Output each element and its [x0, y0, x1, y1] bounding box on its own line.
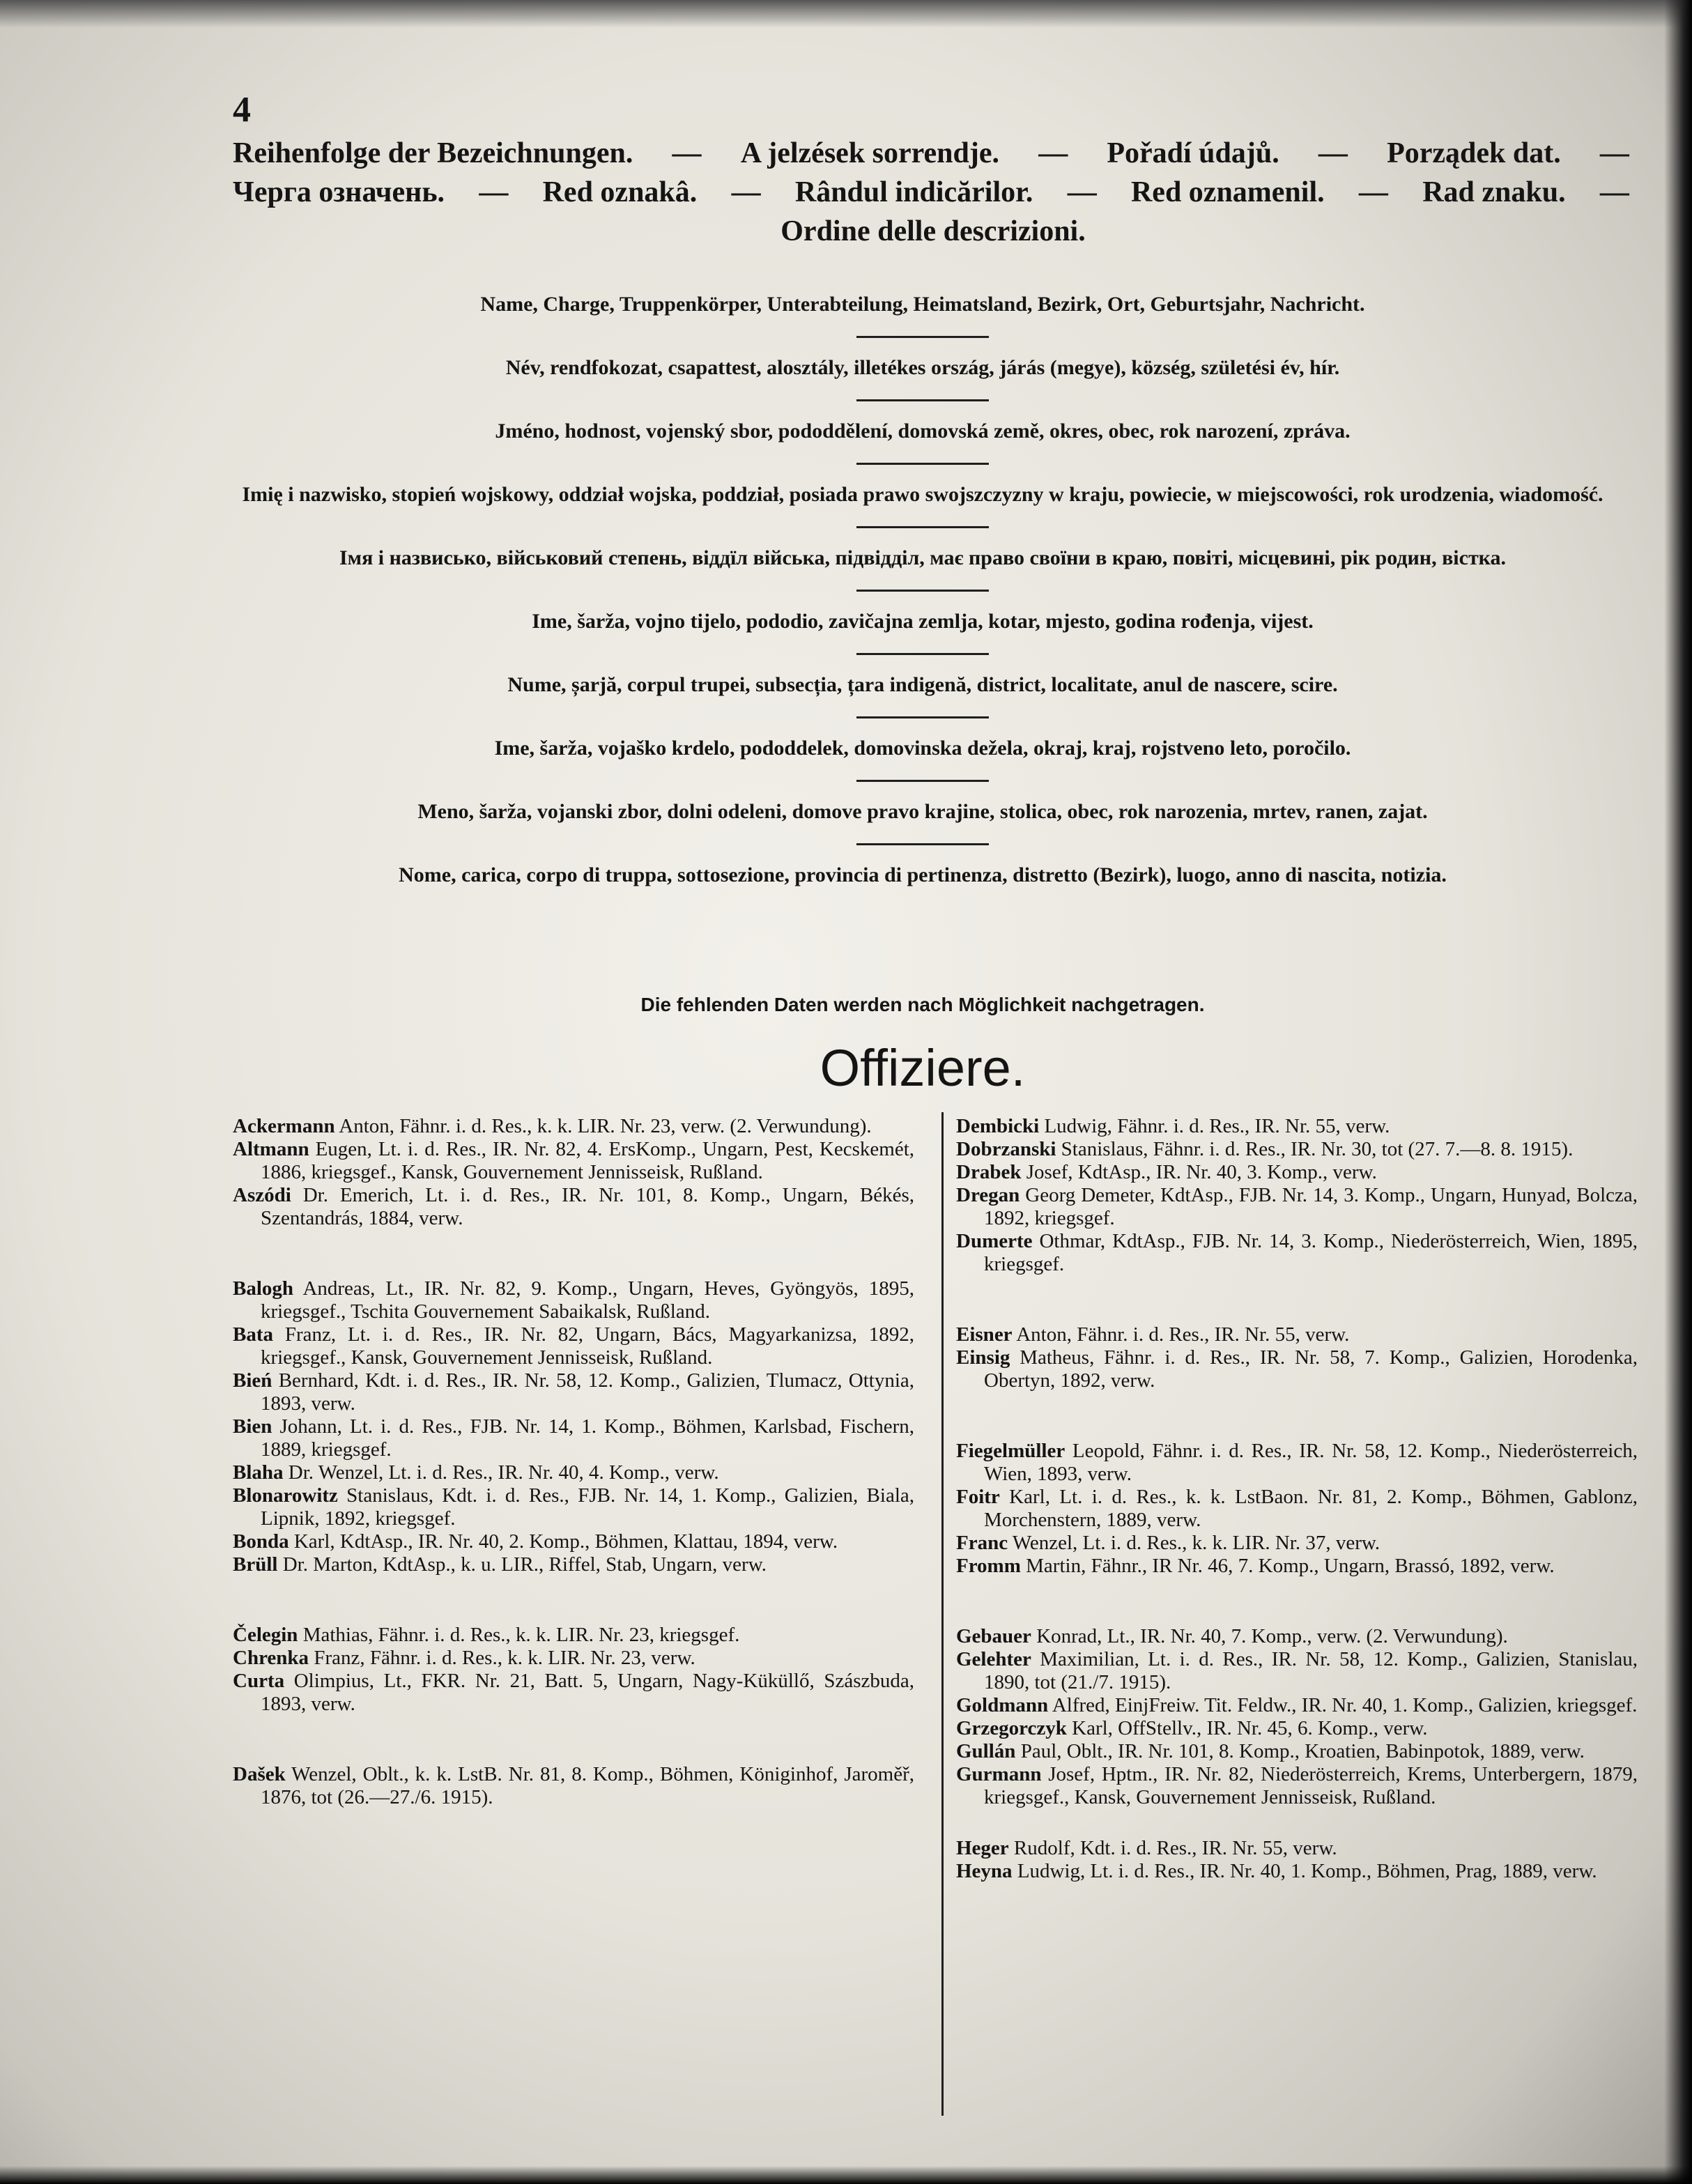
group-gap [956, 1392, 1638, 1440]
list-item [956, 1346, 1638, 1392]
entry-details: Othmar, KdtAsp., FJB. Nr. 14, 3. Komp., Niederösterreich, Wien, 1895, kriegsgef. [984, 1230, 1638, 1275]
entry-details: Anton, Fähnr. i. d. Res., IR. Nr. 55, verw. [1012, 1323, 1350, 1346]
headline-item: Reihenfolge der Bezeichnungen. [233, 137, 633, 169]
divider [856, 463, 989, 465]
entry-details: Dr. Emerich, Lt. i. d. Res., IR. Nr. 101, 8. Komp., Ungarn, Békés, Szentandrás, 1884, verw. [261, 1184, 914, 1229]
entry-details: Franz, Fähnr. i. d. Res., k. k. LIR. Nr. 23, verw. [309, 1647, 695, 1669]
surname: Goldmann [956, 1694, 1049, 1716]
list-item [956, 1486, 1638, 1532]
surname: Altmann [233, 1138, 309, 1160]
headline-item: Porządek dat. [1387, 137, 1561, 169]
list-item [233, 1461, 914, 1484]
surname: Foitr [956, 1486, 1000, 1508]
dash: — [1318, 137, 1348, 169]
left-column [233, 1115, 914, 1809]
surname: Heger [956, 1837, 1009, 1859]
list-item [233, 1115, 914, 1138]
surname: Fiegelmüller [956, 1440, 1066, 1462]
group-gap [956, 1276, 1638, 1323]
entry-details: Leopold, Fähnr. i. d. Res., IR. Nr. 58, 12. Komp., Niederösterreich, Wien, 1893, verw. [984, 1440, 1638, 1485]
surname: Dumerte [956, 1230, 1033, 1252]
entry-details: Karl, Lt. i. d. Res., k. k. LstBaon. Nr. 81, 2. Komp., Böhmen, Gablonz, Morchenstern, 1889, verw. [984, 1486, 1638, 1531]
entry-details: Franz, Lt. i. d. Res., IR. Nr. 82, Ungarn, Bács, Magyarkanizsa, 1892, kriegsgef., Kansk, Gouvernement Jennisseisk, Rußland. [261, 1323, 914, 1369]
surname: Dobrzanski [956, 1138, 1056, 1160]
entry-details: Karl, KdtAsp., IR. Nr. 40, 2. Komp., Böhmen, Klattau, 1894, verw. [289, 1530, 838, 1553]
surname: Curta [233, 1670, 285, 1692]
group-gap [233, 1716, 914, 1763]
list-item [956, 1860, 1638, 1883]
list-item [233, 1184, 914, 1230]
list-item [956, 1625, 1638, 1648]
divider [856, 526, 989, 528]
list-item [233, 1415, 914, 1461]
legend-entry-slovenian: Ime, šarža, vojaško krdelo, pododdelek, domovinska dežela, okraj, kraj, rojstveno leto, poročilo. [494, 737, 1351, 760]
surname: Grzegorczyk [956, 1717, 1067, 1739]
right-column [956, 1115, 1638, 1883]
entry-details: Wenzel, Lt. i. d. Res., k. k. LIR. Nr. 37, verw. [1008, 1532, 1380, 1554]
scan-edge-bottom [0, 2166, 1692, 2184]
entry-details: Andreas, Lt., IR. Nr. 82, 9. Komp., Ungarn, Heves, Gyöngyös, 1895, kriegsgef., Tschita Gouvernement Sabaikalsk, Rußland. [261, 1277, 914, 1323]
headline-item: Pořadí údajů. [1107, 137, 1279, 169]
surname: Brüll [233, 1553, 278, 1576]
field-order-legend [233, 291, 1613, 889]
surname: Bien [233, 1415, 272, 1438]
legend-entry-hungarian: Név, rendfokozat, csapattest, alosztály, illetékes ország, járás (megye), község, születési év, hír. [505, 356, 1340, 379]
entry-details: Johann, Lt. i. d. Res., FJB. Nr. 14, 1. Komp., Böhmen, Karlsbad, Fischern, 1889, kriegsgef. [261, 1415, 914, 1461]
surname: Dembicki [956, 1115, 1040, 1137]
entry-details: Josef, Hptm., IR. Nr. 82, Niederösterreich, Krems, Unterbergern, 1879, kriegsgef., Kansk, Gouvernement Jennisseisk, Rußland. [984, 1763, 1638, 1808]
headline-item: Черга означень. [233, 176, 445, 208]
headline-line-2 [233, 173, 1633, 212]
legend-entry-german: Name, Charge, Truppenkörper, Unterabteilung, Heimatsland, Bezirk, Ort, Geburtsjahr, Nachricht. [480, 293, 1365, 316]
legend-entry-polish: Imię i nazwisko, stopień wojskowy, oddział wojska, poddział, posiada prawo swojszczyzny w kraju, powiecie, w miejscowości, rok urodzenia, wiadomość. [242, 483, 1603, 506]
list-item [956, 1184, 1638, 1230]
list-item [233, 1484, 914, 1530]
surname: Drabek [956, 1161, 1022, 1183]
list-item [233, 1323, 914, 1369]
list-item [956, 1694, 1638, 1717]
list-item [956, 1440, 1638, 1486]
list-item [956, 1837, 1638, 1860]
surname: Franc [956, 1532, 1008, 1554]
dash: — [731, 176, 761, 208]
entry-details: Dr. Wenzel, Lt. i. d. Res., IR. Nr. 40, 4. Komp., verw. [283, 1461, 719, 1484]
list-item [956, 1532, 1638, 1555]
surname: Bonda [233, 1530, 289, 1553]
list-item [956, 1763, 1638, 1809]
list-item [956, 1323, 1638, 1346]
scan-edge-right [1664, 0, 1692, 2184]
entry-details: Alfred, EinjFreiw. Tit. Feldw., IR. Nr. 40, 1. Komp., Galizien, kriegsgef. [1048, 1694, 1638, 1716]
surname: Gelehter [956, 1648, 1031, 1670]
list-item [233, 1530, 914, 1553]
entry-details: Martin, Fähnr., IR Nr. 46, 7. Komp., Ungarn, Brassó, 1892, verw. [1020, 1555, 1555, 1577]
entry-details: Dr. Marton, KdtAsp., k. u. LIR., Riffel, Stab, Ungarn, verw. [277, 1553, 767, 1576]
surname: Gebauer [956, 1625, 1031, 1647]
list-item [956, 1115, 1638, 1138]
legend-entry-romanian: Nume, șarjă, corpul trupei, subsecția, țara indigenă, district, localitate, anul de nascere, scire. [507, 673, 1338, 696]
divider [856, 590, 989, 592]
headline-item: Ordine delle descrizioni. [780, 215, 1086, 247]
headline-line-3 [233, 212, 1633, 251]
surname: Čelegin [233, 1624, 298, 1646]
list-item [233, 1553, 914, 1576]
dash: — [1067, 176, 1097, 208]
surname: Blaha [233, 1461, 284, 1484]
legend-entry-ruthenian: Імя і назвисько, військовий степень, віддїл війська, підвідділ, має право своїни в краю, повіті, місцевині, рік родин, вістка. [339, 546, 1507, 569]
legend-entry-czech: Jméno, hodnost, vojenský sbor, pododdělení, domovská země, okres, obec, rok narození, zpráva. [495, 420, 1351, 443]
legend-entry-slovak: Meno, šarža, vojanski zbor, dolni odeleni, domove pravo krajine, stolica, obec, rok narozenia, mrtev, ranen, zajat. [417, 800, 1428, 823]
surname: Heyna [956, 1860, 1013, 1882]
list-item [956, 1161, 1638, 1184]
dash: — [1599, 176, 1629, 208]
dash: — [1038, 137, 1068, 169]
entry-details: Stanislaus, Fähnr. i. d. Res., IR. Nr. 30, tot (27. 7.—8. 8. 1915). [1056, 1138, 1574, 1160]
surname: Dregan [956, 1184, 1020, 1206]
entry-details: Rudolf, Kdt. i. d. Res., IR. Nr. 55, verw. [1008, 1837, 1337, 1859]
list-item [956, 1555, 1638, 1578]
surname: Balogh [233, 1277, 294, 1300]
headline [233, 134, 1633, 251]
surname: Ackermann [233, 1115, 335, 1137]
entry-details: Konrad, Lt., IR. Nr. 40, 7. Komp., verw. (2. Verwundung). [1031, 1625, 1508, 1647]
headline-item: A jelzések sorrendje. [740, 137, 1000, 169]
divider [856, 780, 989, 782]
surname: Chrenka [233, 1647, 309, 1669]
entry-details: Stanislaus, Kdt. i. d. Res., FJB. Nr. 14, 1. Komp., Galizien, Biala, Lipnik, 1892, kriegsgef. [261, 1484, 914, 1530]
group-gap [233, 1576, 914, 1624]
list-item [233, 1670, 914, 1716]
entry-details: Anton, Fähnr. i. d. Res., k. k. LIR. Nr. 23, verw. (2. Verwundung). [334, 1115, 872, 1137]
list-item [956, 1230, 1638, 1276]
divider [856, 336, 989, 338]
surname: Gullán [956, 1740, 1016, 1762]
entry-details: Ludwig, Fähnr. i. d. Res., IR. Nr. 55, verw. [1039, 1115, 1390, 1137]
legend-entry-italian: Nome, carica, corpo di truppa, sottosezione, provincia di pertinenza, distretto (Bezirk), luogo, anno di nascita, notizia. [399, 863, 1447, 886]
surname: Gurmann [956, 1763, 1042, 1785]
surname: Eisner [956, 1323, 1013, 1346]
entry-details: Maximilian, Lt. i. d. Res., IR. Nr. 58, 12. Komp., Galizien, Stanislau, 1890, tot (21./7. 1915). [984, 1648, 1638, 1693]
list-item [233, 1624, 914, 1647]
entry-details: Mathias, Fähnr. i. d. Res., k. k. LIR. Nr. 23, kriegsgef. [298, 1624, 740, 1646]
divider [856, 399, 989, 401]
divider [856, 716, 989, 718]
surname: Fromm [956, 1555, 1021, 1577]
list-item [233, 1277, 914, 1323]
dash: — [1599, 137, 1629, 169]
surname: Einsig [956, 1346, 1010, 1369]
list-item [233, 1138, 914, 1184]
column-divider [941, 1112, 944, 2116]
surname: Blonarowitz [233, 1484, 338, 1507]
list-item [956, 1740, 1638, 1763]
entry-details: Olimpius, Lt., FKR. Nr. 21, Batt. 5, Ungarn, Nagy-Küküllő, Szászbuda, 1893, verw. [261, 1670, 914, 1715]
headline-line-1 [233, 134, 1633, 173]
page-number: 4 [233, 90, 251, 130]
headline-item: Red oznamenil. [1130, 176, 1325, 208]
divider [856, 653, 989, 655]
surname: Bata [233, 1323, 273, 1346]
surname: Dašek [233, 1763, 286, 1785]
section-title: Offiziere. [820, 1039, 1026, 1097]
entry-details: Ludwig, Lt. i. d. Res., IR. Nr. 40, 1. Komp., Böhmen, Prag, 1889, verw. [1012, 1860, 1597, 1882]
surname: Bień [233, 1369, 272, 1392]
list-item [233, 1763, 914, 1809]
entry-details: Paul, Oblt., IR. Nr. 101, 8. Komp., Kroatien, Babinpotok, 1889, verw. [1015, 1740, 1585, 1762]
divider [856, 843, 989, 845]
list-item [233, 1647, 914, 1670]
list-item [956, 1648, 1638, 1694]
group-gap [956, 1809, 1638, 1837]
entry-details: Karl, OffStellv., IR. Nr. 45, 6. Komp., verw. [1066, 1717, 1428, 1739]
missing-data-note: Die fehlenden Daten werden nach Möglichkeit nachgetragen. [640, 994, 1205, 1015]
group-gap [233, 1230, 914, 1277]
entry-details: Matheus, Fähnr. i. d. Res., IR. Nr. 58, 7. Komp., Galizien, Horodenka, Obertyn, 1892, verw. [984, 1346, 1638, 1392]
entry-details: Bernhard, Kdt. i. d. Res., IR. Nr. 58, 12. Komp., Galizien, Tlumacz, Ottynia, 1893, verw. [261, 1369, 914, 1415]
dash: — [672, 137, 702, 169]
entry-details: Eugen, Lt. i. d. Res., IR. Nr. 82, 4. ErsKomp., Ungarn, Pest, Kecskemét, 1886, kriegsgef., Kansk, Gouvernement Jennisseisk, Rußland. [261, 1138, 914, 1183]
headline-item: Rândul indicărilor. [794, 176, 1033, 208]
entry-details: Wenzel, Oblt., k. k. LstB. Nr. 81, 8. Komp., Böhmen, Königinhof, Jaroměř, 1876, tot (26.—27./6. 1915). [261, 1763, 914, 1808]
group-gap [956, 1578, 1638, 1625]
scan-edge-top [0, 0, 1692, 28]
dash: — [479, 176, 509, 208]
headline-item: Rad znaku. [1422, 176, 1566, 208]
list-item [956, 1138, 1638, 1161]
entry-details: Georg Demeter, KdtAsp., FJB. Nr. 14, 3. Komp., Ungarn, Hunyad, Bolcza, 1892, kriegsgef. [984, 1184, 1638, 1229]
entry-details: Josef, KdtAsp., IR. Nr. 40, 3. Komp., verw. [1021, 1161, 1377, 1183]
legend-entry-croatian: Ime, šarža, vojno tijelo, pododio, zavičajna zemlja, kotar, mjesto, godina rođenja, vijest. [532, 610, 1314, 633]
list-item [956, 1717, 1638, 1740]
headline-item: Red oznakâ. [542, 176, 698, 208]
dash: — [1358, 176, 1388, 208]
surname: Aszódi [233, 1184, 291, 1206]
list-item [233, 1369, 914, 1415]
